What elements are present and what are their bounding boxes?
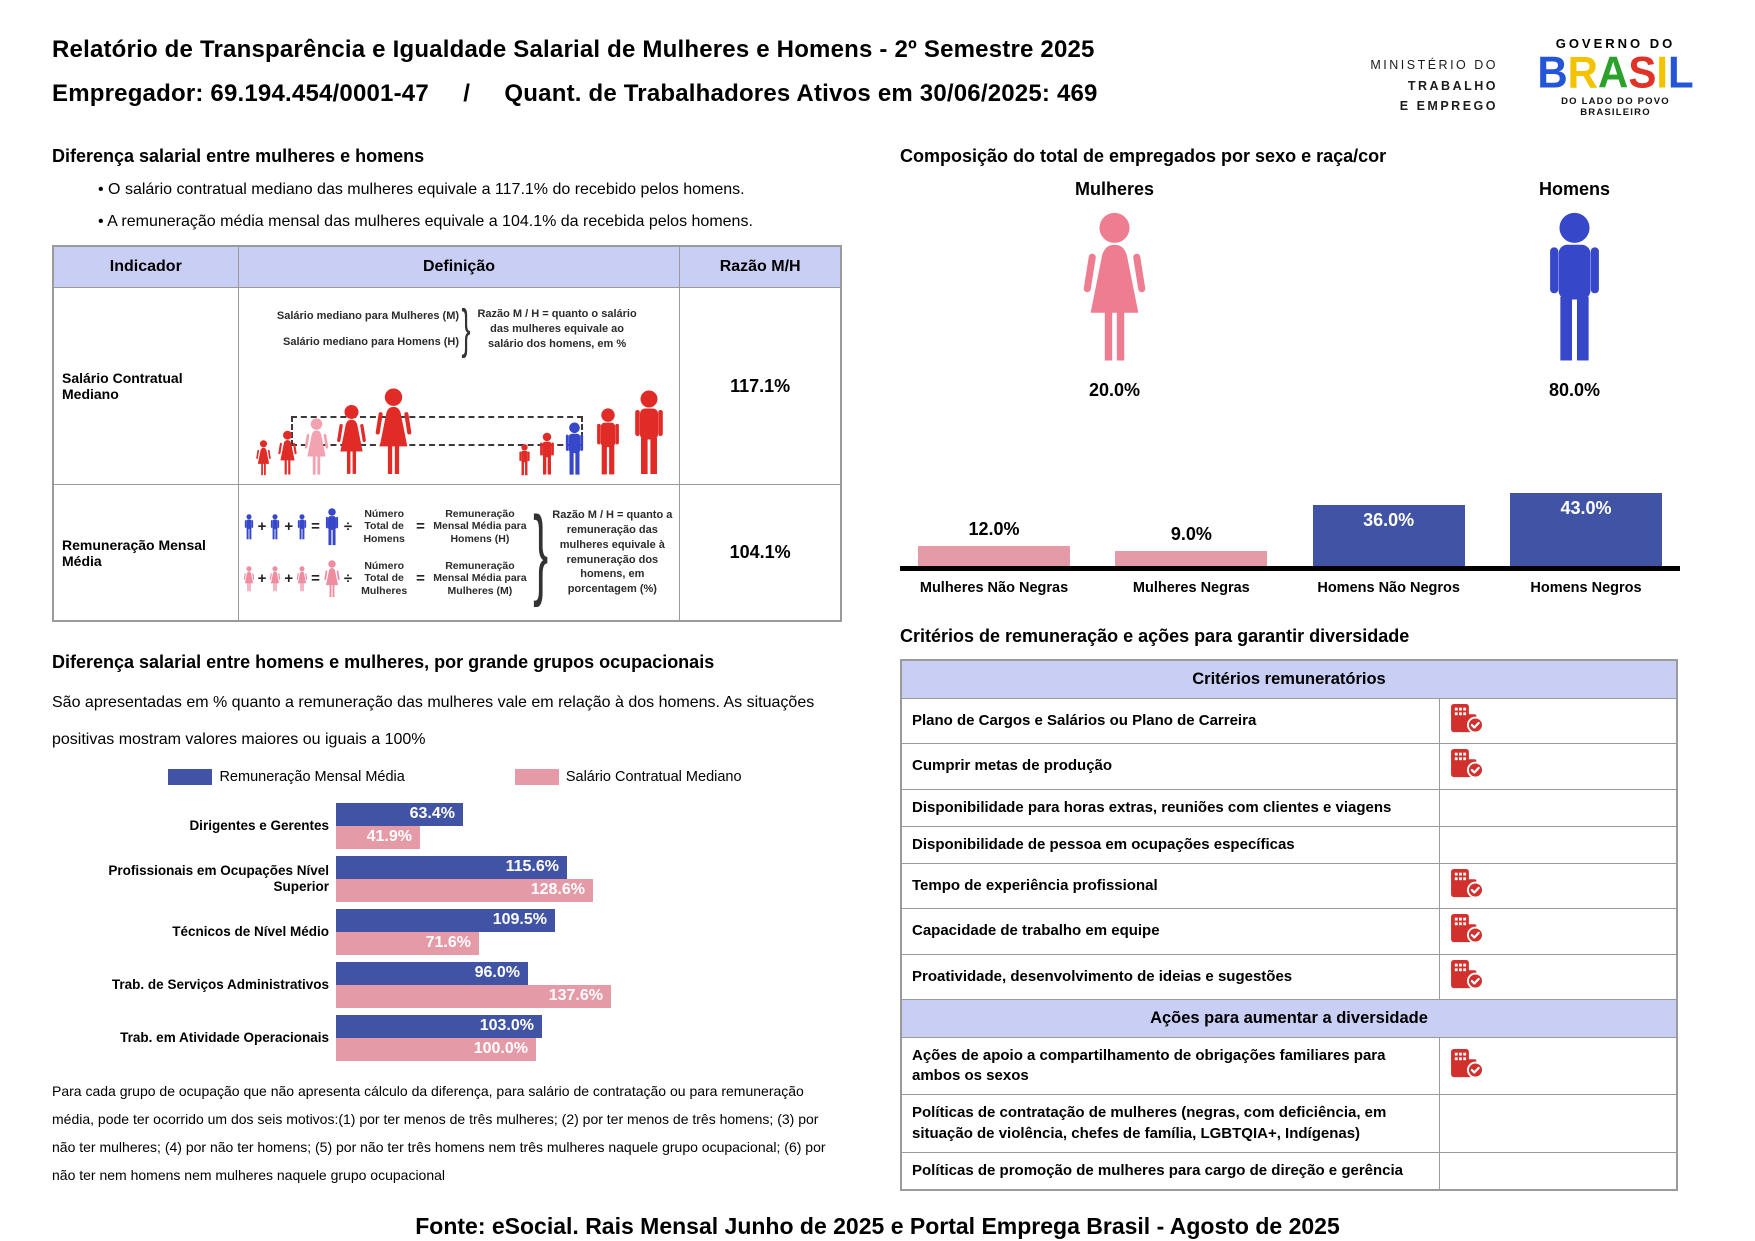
brasil-letter: A bbox=[1598, 47, 1629, 98]
men-count-label: Número Total de Homens bbox=[363, 507, 405, 545]
plus-sign: + bbox=[284, 518, 294, 536]
race-bar-value: 36.0% bbox=[1363, 510, 1415, 531]
governo-do-brasil-logo bbox=[1528, 36, 1703, 118]
criteria-status-cell bbox=[1439, 954, 1677, 999]
criteria-row bbox=[901, 864, 1677, 909]
brasil-letter: R bbox=[1567, 47, 1598, 98]
col-header-razao-mh: Razão M/H bbox=[680, 246, 841, 288]
women-pictogram-group bbox=[1075, 179, 1154, 401]
male-figure-icon bbox=[537, 432, 557, 476]
indicator-name: Salário Contratual Mediano bbox=[53, 288, 238, 485]
female-figure-icon bbox=[373, 388, 414, 476]
criteria-row bbox=[901, 1037, 1677, 1095]
occupational-bar: 109.5% bbox=[336, 909, 555, 932]
occupational-bar: 41.9% bbox=[336, 826, 420, 849]
men-figures-group bbox=[517, 390, 669, 476]
average-ratio-explanation: Razão M / H = quanto a remuneração das mulheres equivale à remuneração dos homens, em porcentagem (%) bbox=[552, 509, 673, 596]
female-figure-icon bbox=[323, 560, 341, 598]
equals-sign: = bbox=[311, 570, 320, 588]
brasil-letter: I bbox=[1656, 47, 1669, 98]
female-figure-icon bbox=[335, 404, 368, 476]
legend-swatch-pink bbox=[515, 769, 559, 785]
occupational-row bbox=[52, 803, 858, 849]
plus-sign: + bbox=[257, 518, 267, 536]
gov-logo-tagline: DO LADO DO POVO BRASILEIRO bbox=[1561, 96, 1670, 119]
report-body bbox=[0, 118, 1755, 1191]
median-labels bbox=[277, 303, 459, 356]
female-figure-icon-highlight bbox=[303, 418, 330, 476]
criteria-label: Tempo de experiência profissional bbox=[901, 864, 1439, 909]
race-bar-value: 43.0% bbox=[1560, 498, 1612, 519]
occupational-category-label: Trab. em Atividade Operacionais bbox=[120, 1029, 329, 1045]
criteria-status-cell bbox=[1439, 1095, 1677, 1153]
criteria-status-cell bbox=[1439, 1037, 1677, 1095]
divide-sign: ÷ bbox=[343, 518, 353, 536]
occupational-category-label: Técnicos de Nível Médio bbox=[172, 923, 329, 939]
legend-swatch-blue bbox=[168, 769, 212, 785]
plus-sign: + bbox=[284, 570, 294, 588]
male-figure-icon bbox=[592, 408, 624, 476]
occupational-bar: 128.6% bbox=[336, 879, 593, 902]
bullet-median-salary: • O salário contratual mediano das mulheres equivale a 117.1% do recebido pelos homens. bbox=[98, 181, 745, 199]
indicator-row-median-salary bbox=[53, 288, 841, 485]
median-ratio-explanation: Razão M / H = quanto o salário das mulheres equivale ao salário dos homens, em % bbox=[477, 307, 637, 350]
male-figure-icon-highlight bbox=[562, 422, 587, 476]
definition-cell bbox=[238, 485, 680, 622]
col-header-indicador: Indicador bbox=[53, 246, 238, 288]
median-women-label: Salário mediano para Mulheres (M) bbox=[276, 309, 460, 322]
criteria-label: Disponibilidade de pessoa em ocupações específicas bbox=[901, 826, 1439, 863]
male-figure-icon bbox=[243, 514, 255, 540]
women-label: Mulheres bbox=[1075, 179, 1155, 200]
occupational-bar: 137.6% bbox=[336, 985, 611, 1008]
legend-label-blue: Remuneração Mensal Média bbox=[219, 768, 405, 785]
race-category-label: Mulheres Não Negras bbox=[919, 580, 1069, 597]
criteria-label: Plano de Cargos e Salários ou Plano de Carreira bbox=[901, 699, 1439, 744]
report-titles bbox=[52, 36, 1098, 108]
building-check-icon bbox=[1450, 913, 1484, 943]
women-average-label: Remuneração Mensal Média para Mulheres (M) bbox=[433, 559, 527, 597]
legend-label-pink: Salário Contratual Mediano bbox=[565, 768, 742, 785]
occupational-title: Diferença salarial entre homens e mulheres, por grande grupos ocupacionais bbox=[52, 652, 715, 673]
race-chart-labels bbox=[900, 580, 1680, 596]
race-category-label: Homens Não Negros bbox=[1317, 580, 1460, 597]
indicator-name: Remuneração Mensal Média bbox=[53, 485, 238, 622]
average-ratio-value: 104.1% bbox=[680, 485, 841, 622]
occupational-category-label: Trab. de Serviços Administrativos bbox=[111, 976, 329, 992]
criteria-row bbox=[901, 699, 1677, 744]
men-label: Homens bbox=[1538, 179, 1610, 200]
men-average-label: Remuneração Mensal Média para Homens (H) bbox=[433, 507, 527, 545]
occupational-row bbox=[52, 909, 858, 955]
male-figure-icon bbox=[323, 508, 341, 546]
average-remuneration-illustration bbox=[239, 485, 680, 620]
sex-pictograms bbox=[900, 179, 1680, 401]
indicator-table-header-row bbox=[53, 246, 841, 288]
criteria-status-cell bbox=[1439, 864, 1677, 909]
occupational-footnote: Para cada grupo de ocupação que não apresenta cálculo da diferença, para salário de contratação ou para remuneração média, pode ter ocorrido um dos seis motivos:(1) por ter menos de três mulheres; (2) por ter menos de três homens; (3) por não ter mulheres; (4) por não ter homens; (5) por não ter três homens nem três mulheres naquele grupo ocupacional; (6) por não ter nem homens nem mulheres naquele grupo ocupacional bbox=[52, 1082, 826, 1183]
indicator-table bbox=[52, 245, 842, 622]
criteria-label: Cumprir metas de produção bbox=[901, 744, 1439, 789]
occupational-bar: 71.6% bbox=[336, 932, 479, 955]
race-bar-slot bbox=[904, 519, 1084, 566]
criteria-row bbox=[901, 744, 1677, 789]
occupational-bars bbox=[336, 856, 858, 902]
occupational-category-label: Profissionais em Ocupações Nível Superior bbox=[108, 863, 329, 894]
occupational-category-label: Dirigentes e Gerentes bbox=[189, 817, 329, 833]
legend-item-pink bbox=[515, 769, 742, 785]
occupational-chart bbox=[52, 803, 858, 1061]
formula-rows bbox=[243, 508, 532, 598]
building-check-icon bbox=[1450, 748, 1484, 778]
report-header bbox=[0, 0, 1755, 118]
building-check-icon bbox=[1450, 1048, 1484, 1078]
occupational-bar: 63.4% bbox=[336, 803, 463, 826]
women-count-label: Número Total de Mulheres bbox=[361, 559, 408, 597]
race-bar bbox=[1510, 493, 1662, 566]
criteria-row bbox=[901, 1095, 1677, 1153]
men-formula-row bbox=[243, 508, 532, 546]
race-bar-slot bbox=[1299, 505, 1479, 566]
criteria-title: Critérios de remuneração e ações para garantir diversidade bbox=[900, 626, 1410, 647]
female-figure-icon bbox=[255, 440, 272, 476]
criteria-label: Disponibilidade para horas extras, reuniões com clientes e viagens bbox=[901, 789, 1439, 826]
brasil-letter: B bbox=[1537, 47, 1568, 98]
female-figure-icon bbox=[243, 566, 255, 592]
ministry-logo bbox=[1370, 55, 1498, 117]
race-bar-value: 12.0% bbox=[968, 519, 1020, 540]
female-figure-icon bbox=[277, 430, 298, 476]
criteria-label: Políticas de promoção de mulheres para cargo de direção e gerência bbox=[901, 1152, 1439, 1190]
median-ratio-value: 117.1% bbox=[680, 288, 841, 485]
equals-sign: = bbox=[311, 518, 320, 536]
male-figure-icon bbox=[269, 514, 281, 540]
brasil-wordmark bbox=[1528, 47, 1703, 98]
employer-info-line: Empregador: 69.194.454/0001-47 / Quant. de Trabalhadores Ativos em 30/06/2025: 469 bbox=[52, 80, 1098, 107]
women-formula-row bbox=[243, 560, 532, 598]
divide-sign: ÷ bbox=[343, 570, 353, 588]
criteria-status-cell bbox=[1439, 1152, 1677, 1190]
occupational-row bbox=[52, 856, 858, 902]
criteria-status-cell bbox=[1439, 789, 1677, 826]
occupational-row bbox=[52, 962, 858, 1008]
woman-pictogram-icon bbox=[1079, 212, 1150, 364]
occupational-bar: 96.0% bbox=[336, 962, 528, 985]
salary-diff-title: Diferença salarial entre mulheres e homens bbox=[52, 146, 425, 167]
man-pictogram-icon bbox=[1539, 212, 1610, 364]
definition-cell bbox=[238, 288, 680, 485]
equals-sign: = bbox=[416, 518, 425, 536]
median-salary-illustration bbox=[239, 288, 680, 484]
source-footer: Fonte: eSocial. Rais Mensal Junho de 2025 e Portal Emprega Brasil - Agosto de 2025 bbox=[415, 1213, 1340, 1240]
criteria-label: Ações de apoio a compartilhamento de obrigações familiares para ambos os sexos bbox=[901, 1037, 1439, 1095]
criteria-label: Políticas de contratação de mulheres (negras, com deficiência, em situação de violência, chefes de família, LGBTQIA+, Indígenas) bbox=[901, 1095, 1439, 1153]
equals-sign: = bbox=[416, 570, 425, 588]
criteria-label: Capacidade de trabalho em equipe bbox=[901, 909, 1439, 954]
race-bar-value: 9.0% bbox=[1170, 524, 1212, 545]
male-figure-icon bbox=[296, 514, 308, 540]
criteria-table-body bbox=[901, 660, 1677, 1190]
race-category-label: Homens Negros bbox=[1530, 580, 1642, 597]
people-comparison-graphic bbox=[245, 380, 674, 476]
occupational-bars bbox=[336, 962, 858, 1008]
criteria-status-cell bbox=[1439, 744, 1677, 789]
criteria-row bbox=[901, 954, 1677, 999]
race-bar-slot bbox=[1101, 524, 1281, 566]
salary-diff-bullets bbox=[52, 181, 858, 231]
criteria-status-cell bbox=[1439, 699, 1677, 744]
race-bar-slot bbox=[1496, 493, 1676, 566]
criteria-row bbox=[901, 826, 1677, 863]
criteria-section-header: Critérios remuneratórios bbox=[901, 660, 1677, 699]
plus-sign: + bbox=[257, 570, 267, 588]
building-check-icon bbox=[1450, 959, 1484, 989]
race-bar bbox=[1115, 551, 1267, 566]
building-check-icon bbox=[1450, 703, 1484, 733]
occupational-bars bbox=[336, 1015, 858, 1061]
ministry-line3: E EMPREGO bbox=[1399, 99, 1498, 114]
criteria-status-cell bbox=[1439, 826, 1677, 863]
median-definition-labels bbox=[245, 298, 674, 360]
criteria-section-header-row bbox=[901, 999, 1677, 1037]
brasil-letter: S bbox=[1628, 47, 1657, 98]
composition-title: Composição do total de empregados por sexo e raça/cor bbox=[900, 146, 1387, 167]
indicator-row-average-remuneration bbox=[53, 485, 841, 622]
criteria-table bbox=[900, 659, 1678, 1191]
men-percentage: 80.0% bbox=[1548, 380, 1601, 401]
occupational-bars bbox=[336, 803, 858, 849]
logo-area bbox=[1370, 36, 1703, 118]
criteria-row bbox=[901, 1152, 1677, 1190]
criteria-label: Proatividade, desenvolvimento de ideias e sugestões bbox=[901, 954, 1439, 999]
female-figure-icon bbox=[269, 566, 281, 592]
criteria-row bbox=[901, 909, 1677, 954]
criteria-section-header-row bbox=[901, 660, 1677, 699]
ministry-line2: TRABALHO bbox=[1407, 78, 1498, 93]
race-bar bbox=[918, 546, 1070, 566]
left-column bbox=[52, 146, 858, 1191]
occupational-bars bbox=[336, 909, 858, 955]
race-category-label: Mulheres Negras bbox=[1132, 580, 1250, 597]
race-bar bbox=[1313, 505, 1465, 566]
female-figure-icon bbox=[296, 566, 308, 592]
race-chart bbox=[900, 443, 1680, 571]
criteria-status-cell bbox=[1439, 909, 1677, 954]
occupational-subtitle: São apresentadas em % quanto a remuneração das mulheres vale em relação à dos homens. As situações positivas mostram valores maiores ou iguais a 100% bbox=[52, 694, 815, 748]
brasil-letter: L bbox=[1668, 47, 1694, 98]
occupational-bar: 115.6% bbox=[336, 856, 567, 879]
bullet-average-remuneration: • A remuneração média mensal das mulheres equivale a 104.1% da recebida pelos homens. bbox=[98, 213, 753, 231]
brace-icon: } bbox=[461, 299, 471, 360]
men-pictogram-group bbox=[1539, 179, 1610, 401]
building-check-icon bbox=[1450, 868, 1484, 898]
brace-icon: } bbox=[533, 496, 549, 609]
male-figure-icon bbox=[517, 444, 532, 476]
occupational-bar: 100.0% bbox=[336, 1038, 536, 1061]
right-column bbox=[900, 146, 1680, 1191]
report-title: Relatório de Transparência e Igualdade Salarial de Mulheres e Homens - 2º Semestre 2025 bbox=[52, 36, 1095, 63]
col-header-definicao: Definição bbox=[238, 246, 680, 288]
ministry-line1: MINISTÉRIO DO bbox=[1370, 58, 1498, 73]
occupational-bar: 103.0% bbox=[336, 1015, 542, 1038]
women-percentage: 20.0% bbox=[1088, 380, 1141, 401]
median-men-label: Salário mediano para Homens (H) bbox=[282, 336, 460, 349]
criteria-section-header: Ações para aumentar a diversidade bbox=[901, 999, 1677, 1037]
male-figure-icon bbox=[629, 390, 669, 476]
women-figures-group bbox=[255, 388, 414, 476]
criteria-row bbox=[901, 789, 1677, 826]
occupational-legend bbox=[52, 769, 858, 785]
legend-item-blue bbox=[168, 769, 404, 785]
occupational-row bbox=[52, 1015, 858, 1061]
gov-logo-top-text: GOVERNO DO bbox=[1555, 36, 1676, 51]
